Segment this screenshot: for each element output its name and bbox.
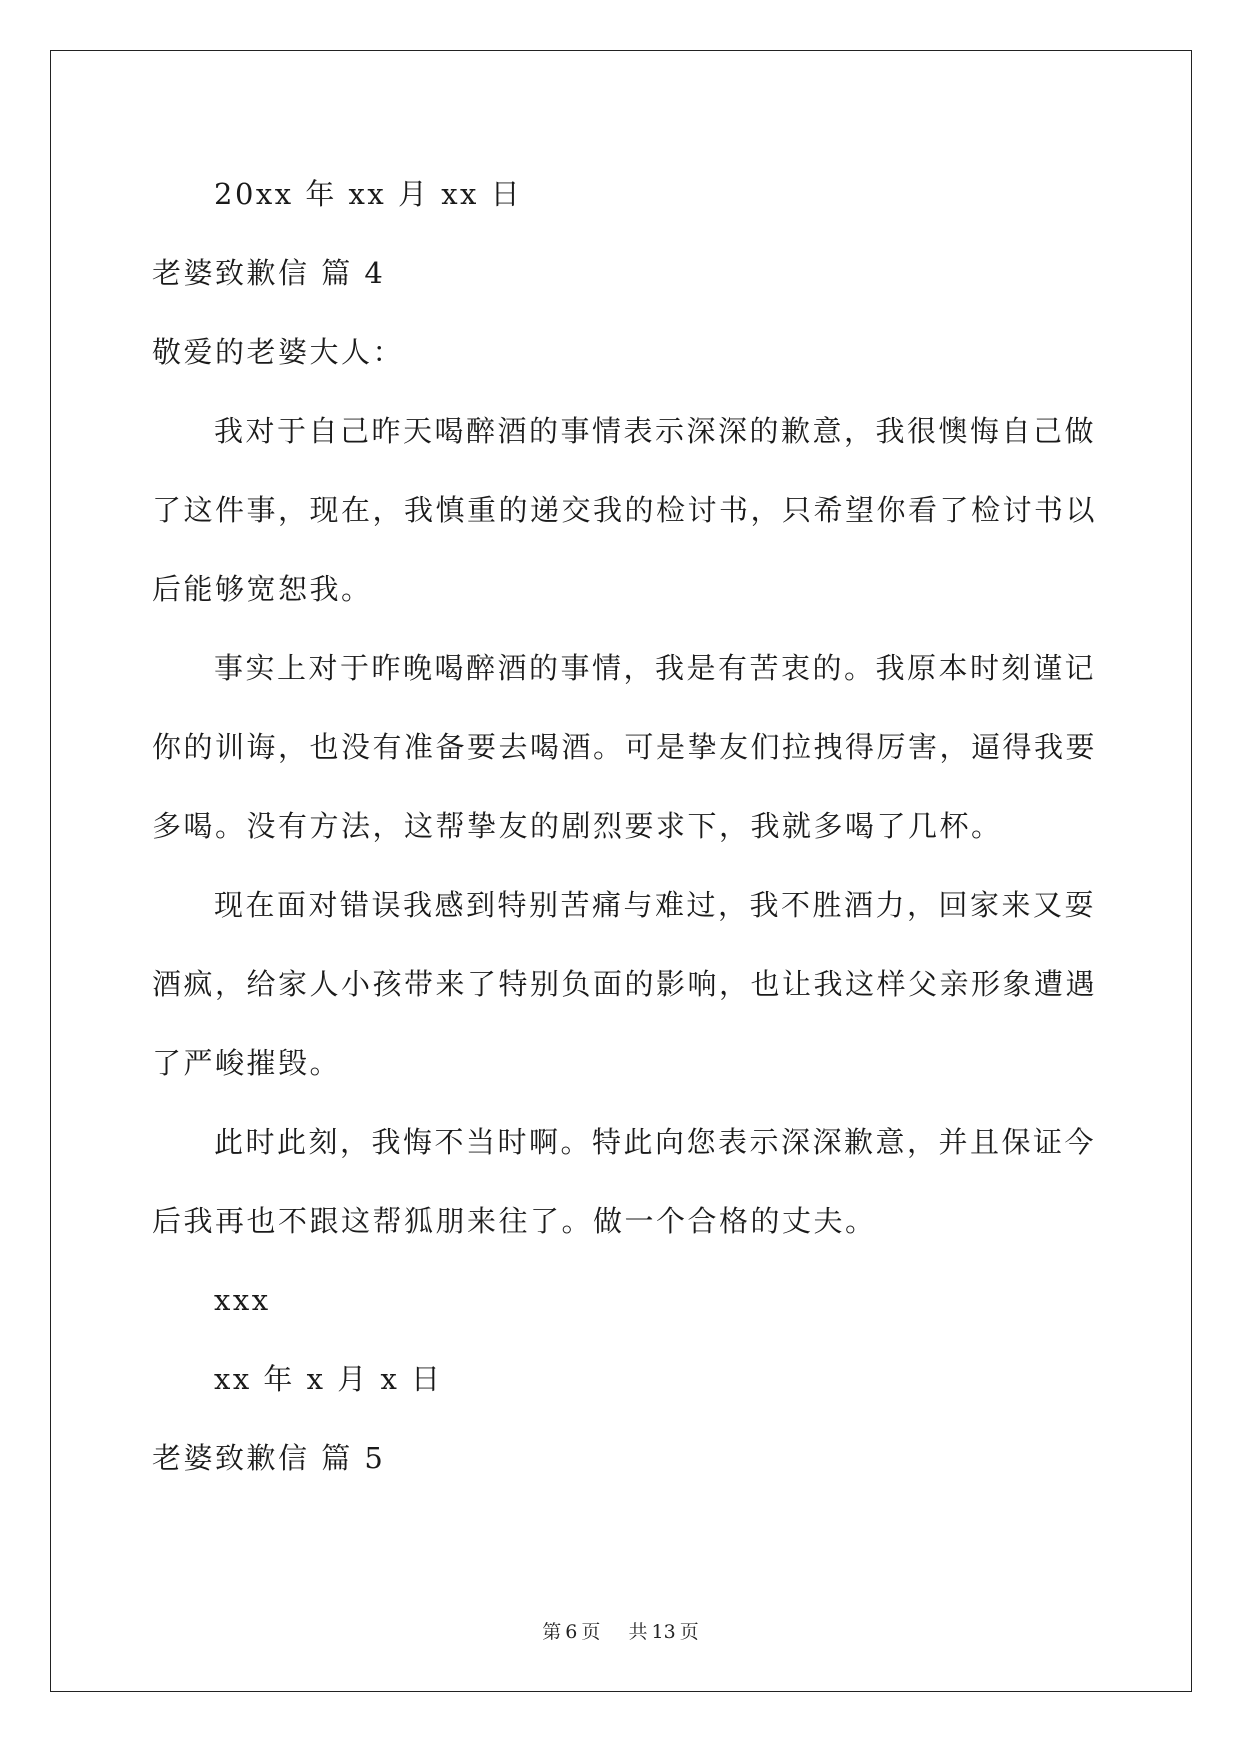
paragraph-line: 了这件事，现在，我慎重的递交我的检讨书，只希望你看了检讨书以 [152,493,1098,527]
section-heading: 老婆致歉信 篇 4 [152,256,386,290]
document-body [152,155,1098,1498]
page-footer [0,1617,1241,1644]
total-label-suffix: 页 [679,1621,699,1643]
paragraph-line: 酒疯，给家人小孩带来了特别负面的影响，也让我这样父亲形象遭遇 [152,967,1098,1001]
paragraph-line: 此时此刻，我悔不当时啊。特此向您表示深深歉意，并且保证今 [214,1125,1097,1159]
section-heading: 老婆致歉信 篇 5 [152,1441,386,1475]
signature-date: xx 年 x 月 x 日 [214,1362,443,1396]
salutation: 敬爱的老婆大人： [152,335,405,369]
page-label-mid: 页 [581,1621,601,1643]
paragraph-line: 后能够宽恕我。 [152,572,373,606]
paragraph-line: 现在面对错误我感到特别苦痛与难过，我不胜酒力，回家来又耍 [214,888,1097,922]
page-current: 6 [565,1621,578,1643]
paragraph-line: 事实上对于昨晚喝醉酒的事情，我是有苦衷的。我原本时刻谨记 [214,651,1097,685]
paragraph-line: 我对于自己昨天喝醉酒的事情表示深深的歉意，我很懊悔自己做 [214,414,1097,448]
page-label-prefix: 第 [542,1621,562,1643]
total-label-prefix: 共 [628,1621,648,1643]
paragraph-line: 多喝。没有方法，这帮挚友的剧烈要求下，我就多喝了几杯。 [152,809,1003,843]
date-line: 20xx 年 xx 月 xx 日 [214,177,523,211]
paragraph-line: 后我再也不跟这帮狐朋来往了。做一个合格的丈夫。 [152,1204,877,1238]
paragraph-line: 了严峻摧毁。 [152,1046,342,1080]
page-total: 13 [651,1621,676,1643]
paragraph-line: 你的训诲，也没有准备要去喝酒。可是挚友们拉拽得厉害，逼得我要 [152,730,1098,764]
signature: xxx [214,1283,271,1317]
